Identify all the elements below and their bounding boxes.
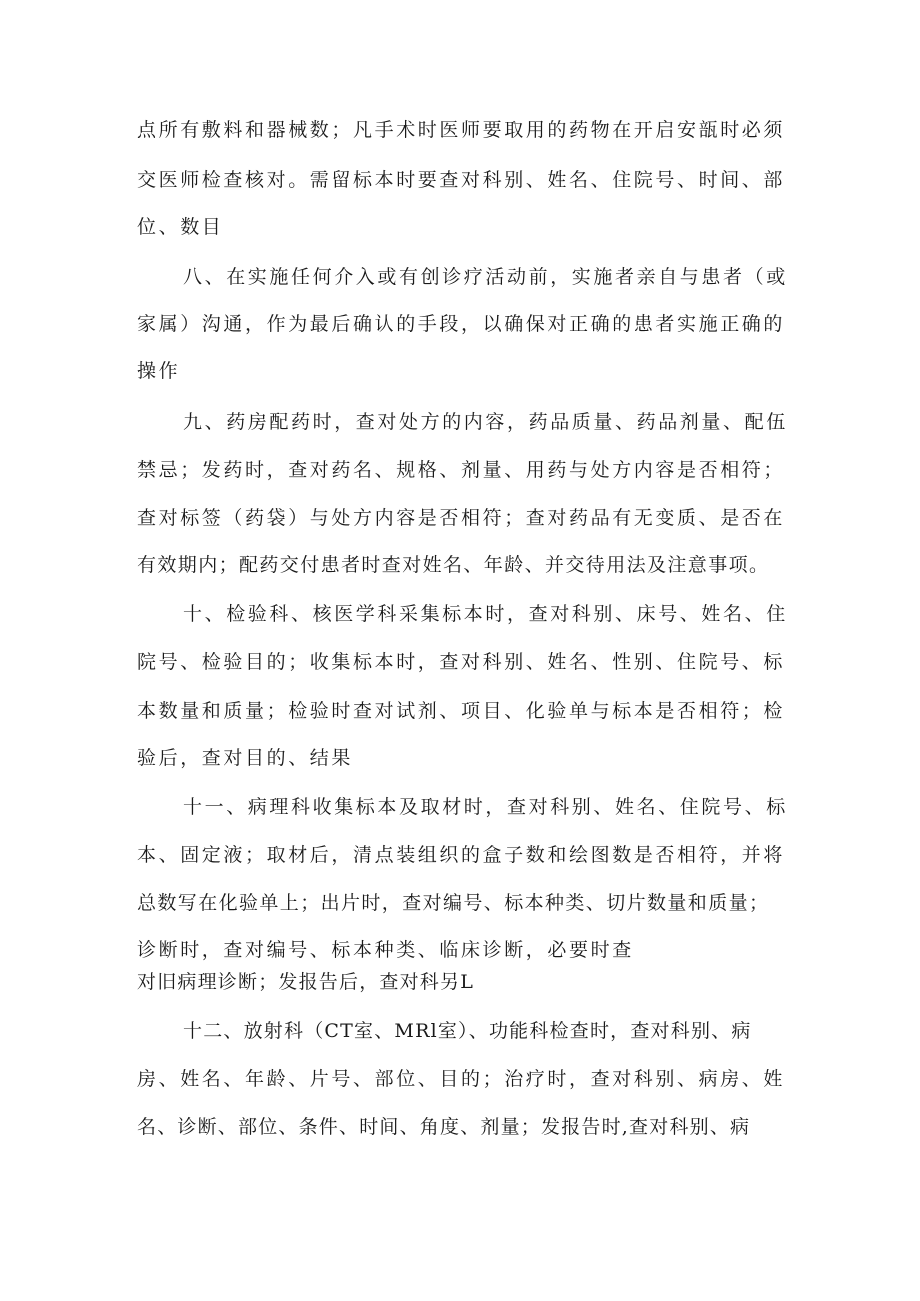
paragraph-4-line-1: 十、检验科、核医学科采集标本时，查对科别、床号、姓名、住 bbox=[183, 603, 788, 625]
paragraph-1-line-2: 交医师检查核对。需留标本时要查对科别、姓名、住院号、时间、部 bbox=[137, 169, 786, 191]
paragraph-2-line-3: 操作 bbox=[137, 360, 181, 382]
paragraph-3-line-2: 禁忌；发药时，查对药名、规格、剂量、用药与处方内容是否相符； bbox=[137, 459, 786, 481]
paragraph-2-line-1: 八、在实施任何介入或有创诊疗活动前，实施者亲自与患者（或 bbox=[183, 266, 788, 288]
paragraph-3-line-1: 九、药房配药时，查对处方的内容，药品质量、药品剂量、配伍 bbox=[183, 411, 788, 433]
paragraph-4-line-3: 本数量和质量；检验时查对试剂、项目、化验单与标本是否相符；检 bbox=[137, 700, 786, 722]
paragraph-1-line-1: 点所有敷料和器械数；凡手术时医师要取用的药物在开启安瓿时必须 bbox=[137, 119, 786, 141]
paragraph-5-line-2: 本、固定液；取材后，清点装组织的盒子数和绘图数是否相符，并将 bbox=[137, 844, 786, 866]
paragraph-5-line-1: 十一、病理科收集标本及取材时，查对科别、姓名、住院号、标 bbox=[183, 796, 788, 818]
paragraph-6-line-2: 房、姓名、年龄、片号、部位、目的；治疗时，查对科别、病房、姓 bbox=[137, 1068, 786, 1090]
paragraph-1-line-3: 位、数目 bbox=[137, 216, 224, 238]
paragraph-5-line-4: 诊断时，查对编号、标本种类、临床诊断，必要时查 bbox=[137, 939, 634, 961]
paragraph-3-line-3: 查对标签（药袋）与处方内容是否相符；查对药品有无变质、是否在 bbox=[137, 507, 786, 529]
paragraph-6-line-3: 名、诊断、部位、条件、时间、角度、剂量；发报告时,查对科别、病 bbox=[137, 1116, 751, 1138]
paragraph-5-line-5: 对旧病理诊断；发报告后，查对科另L bbox=[137, 971, 475, 993]
paragraph-2-line-2: 家属）沟通，作为最后确认的手段，以确保对正确的患者实施正确的 bbox=[137, 313, 786, 335]
paragraph-5-line-3: 总数写在化验单上；出片时，查对编号、标本种类、切片数量和质量； bbox=[137, 892, 770, 914]
paragraph-4-line-4: 验后，查对目的、结果 bbox=[137, 747, 354, 769]
paragraph-3-line-4: 有效期内；配药交付患者时查对姓名、年龄、并交待用法及注意事项。 bbox=[137, 554, 770, 576]
paragraph-6-line-1: 十二、放射科（CT室、MRl室）、功能科检查时，查对科别、病 bbox=[183, 1020, 752, 1042]
paragraph-4-line-2: 院号、检验目的；收集标本时，查对科别、姓名、性别、住院号、标 bbox=[137, 651, 786, 673]
